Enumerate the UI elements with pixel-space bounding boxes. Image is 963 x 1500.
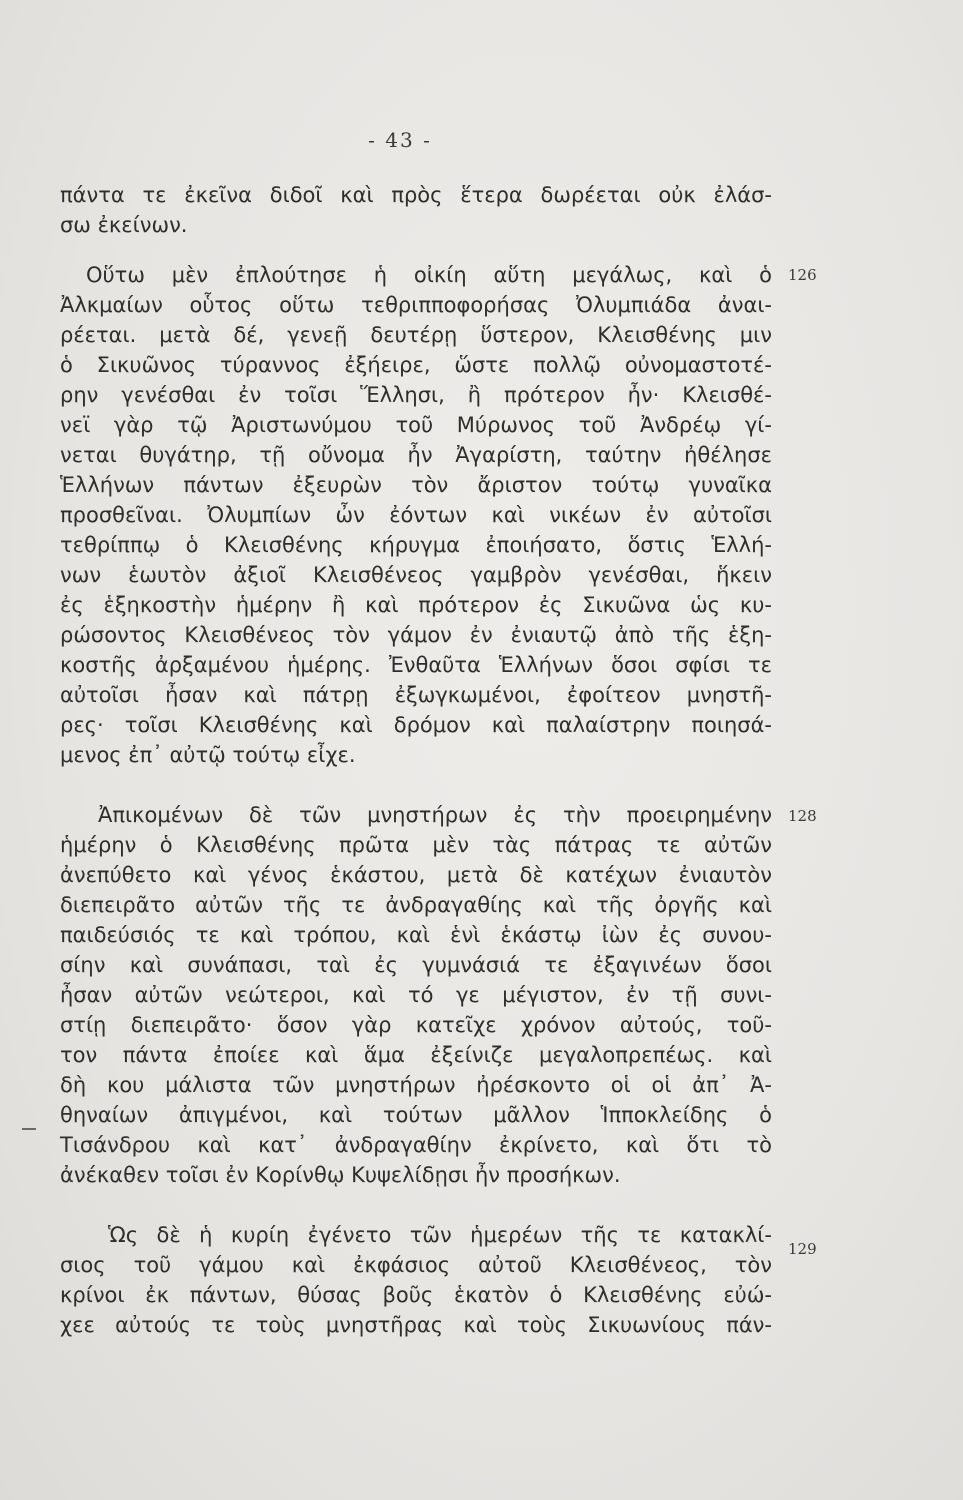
text-line: προσθεῖναι. Ὀλυμπίων ὦν ἐόντων καὶ νικέων ἐν αὐτοῖσι bbox=[60, 503, 772, 527]
text-line: σίην καὶ συνάπασι, ταὶ ἐς γυμνάσιά τε ἐξαγινέων ὅσοι bbox=[60, 953, 772, 977]
text-line: ρην γενέσθαι ἐν τοῖσι Ἕλλησι, ἢ πρότερον ἦν· Κλεισθέ- bbox=[60, 383, 772, 407]
text-line: θηναίων ἀπιγμένοι, καὶ τούτων μᾶλλον Ἱπποκλείδης ὁ bbox=[60, 1103, 772, 1127]
text-line: ἡμέρην ὁ Κλεισθένης πρῶτα μὲν τὰς πάτρας τε αὐτῶν bbox=[60, 833, 772, 857]
marginal-number-128: 128 bbox=[788, 807, 817, 825]
text-line: τεθρίππῳ ὁ Κλεισθένης κήρυγμα ἐποιήσατο, ὅστις Ἑλλή- bbox=[60, 533, 772, 557]
text-line: τον πάντα ἐποίεε καὶ ἅμα ἐξείνιζε μεγαλοπρεπέως. καὶ bbox=[60, 1043, 772, 1067]
marginal-number-129: 129 bbox=[788, 1240, 817, 1258]
text-line: Ἀπικομένων δὲ τῶν μνηστήρων ἐς τὴν προειρημένην bbox=[98, 803, 772, 827]
text-line: ἦσαν αὐτῶν νεώτεροι, καὶ τό γε μέγιστον, ἐν τῇ συνι- bbox=[60, 983, 772, 1007]
text-line: κοστῆς ἀρξαμένου ἡμέρης. Ἐνθαῦτα Ἑλλήνων ὅσοι σφίσι τε bbox=[60, 653, 772, 677]
marginal-number-126: 126 bbox=[788, 266, 817, 284]
text-line: σω ἐκείνων. bbox=[60, 213, 188, 237]
text-line: νων ἑωυτὸν ἀξιοῖ Κλεισθένεος γαμβρὸν γενέσθαι, ἥκειν bbox=[60, 563, 772, 587]
text-line: Ἑλλήνων πάντων ἐξευρὼν τὸν ἄριστον τούτῳ γυναῖκα bbox=[60, 473, 772, 497]
text-line: ρώσοντος Κλεισθένεος τὸν γάμον ἐν ἐνιαυτῷ ἀπὸ τῆς ἑξη- bbox=[60, 623, 772, 647]
text-line: ἐς ἑξηκοστὴν ἡμέρην ἢ καὶ πρότερον ἐς Σικυῶνα ὡς κυ- bbox=[60, 593, 772, 617]
margin-mark bbox=[22, 1128, 36, 1130]
text-line: μενος ἐπ᾽ αὐτῷ τούτῳ εἶχε. bbox=[60, 743, 356, 767]
text-line: νεϊ γὰρ τῷ Ἀριστωνύμου τοῦ Μύρωνος τοῦ Ἀνδρέῳ γί- bbox=[60, 413, 772, 437]
text-line: ἀνέκαθεν τοῖσι ἐν Κορίνθῳ Κυψελίδῃσι ἦν προσήκων. bbox=[60, 1163, 621, 1187]
text-line: Τισάνδρου καὶ κατ᾽ ἀνδραγαθίην ἐκρίνετο, καὶ ὅτι τὸ bbox=[60, 1133, 772, 1157]
text-line: Ἀλκμαίων οὗτος οὕτω τεθριπποφορήσας Ὀλυμπιάδα ἀναι- bbox=[60, 293, 772, 317]
text-line: Οὕτω μὲν ἐπλούτησε ἡ οἰκίη αὕτη μεγάλως, καὶ ὁ bbox=[86, 263, 772, 287]
text-line: δὴ κου μάλιστα τῶν μνηστήρων ἠρέσκοντο οἱ οἱ ἀπ᾽ Ἀ- bbox=[60, 1073, 772, 1097]
text-line: ρες· τοῖσι Κλεισθένης καὶ δρόμον καὶ παλαίστρην ποιησά- bbox=[60, 713, 772, 737]
text-line: χεε αὐτούς τε τοὺς μνηστῆρας καὶ τοὺς Σικυωνίους πάν- bbox=[60, 1313, 772, 1337]
text-line: ἀνεπύθετο καὶ γένος ἑκάστου, μετὰ δὲ κατέχων ἐνιαυτὸν bbox=[60, 863, 772, 887]
page-number: - 43 - bbox=[368, 128, 432, 152]
text-line: νεται θυγάτηρ, τῇ οὔνομα ἦν Ἀγαρίστη, ταύτην ἠθέλησε bbox=[60, 443, 772, 467]
text-line: παιδεύσιός τε καὶ τρόπου, καὶ ἑνὶ ἑκάστῳ ἰὼν ἐς συνου- bbox=[60, 923, 772, 947]
text-line: στίῃ διεπειρᾶτο· ὅσον γὰρ κατεῖχε χρόνον αὐτούς, τοῦ- bbox=[60, 1013, 772, 1037]
text-line: σιος τοῦ γάμου καὶ ἐκφάσιος αὐτοῦ Κλεισθένεος, τὸν bbox=[60, 1253, 772, 1277]
text-line: πάντα τε ἐκεῖνα διδοῖ καὶ πρὸς ἕτερα δωρέεται οὐκ ἐλάσ- bbox=[60, 183, 772, 207]
text-line: διεπειρᾶτο αὐτῶν τῆς τε ἀνδραγαθίης καὶ τῆς ὀργῆς καὶ bbox=[60, 893, 772, 917]
text-line: ὁ Σικυῶνος τύραννος ἐξήειρε, ὥστε πολλῷ οὐνομαστοτέ- bbox=[60, 353, 772, 377]
text-line: Ὡς δὲ ἡ κυρίη ἐγένετο τῶν ἡμερέων τῆς τε κατακλί- bbox=[108, 1223, 772, 1247]
text-line: αὐτοῖσι ἦσαν καὶ πάτρῃ ἐξωγκωμένοι, ἐφοίτεον μνηστῆ- bbox=[60, 683, 772, 707]
text-line: ρέεται. μετὰ δέ, γενεῇ δευτέρῃ ὕστερον, Κλεισθένης μιν bbox=[60, 323, 772, 347]
text-line: κρίνοι ἐκ πάντων, θύσας βοῦς ἑκατὸν ὁ Κλεισθένης εὐώ- bbox=[60, 1283, 772, 1307]
